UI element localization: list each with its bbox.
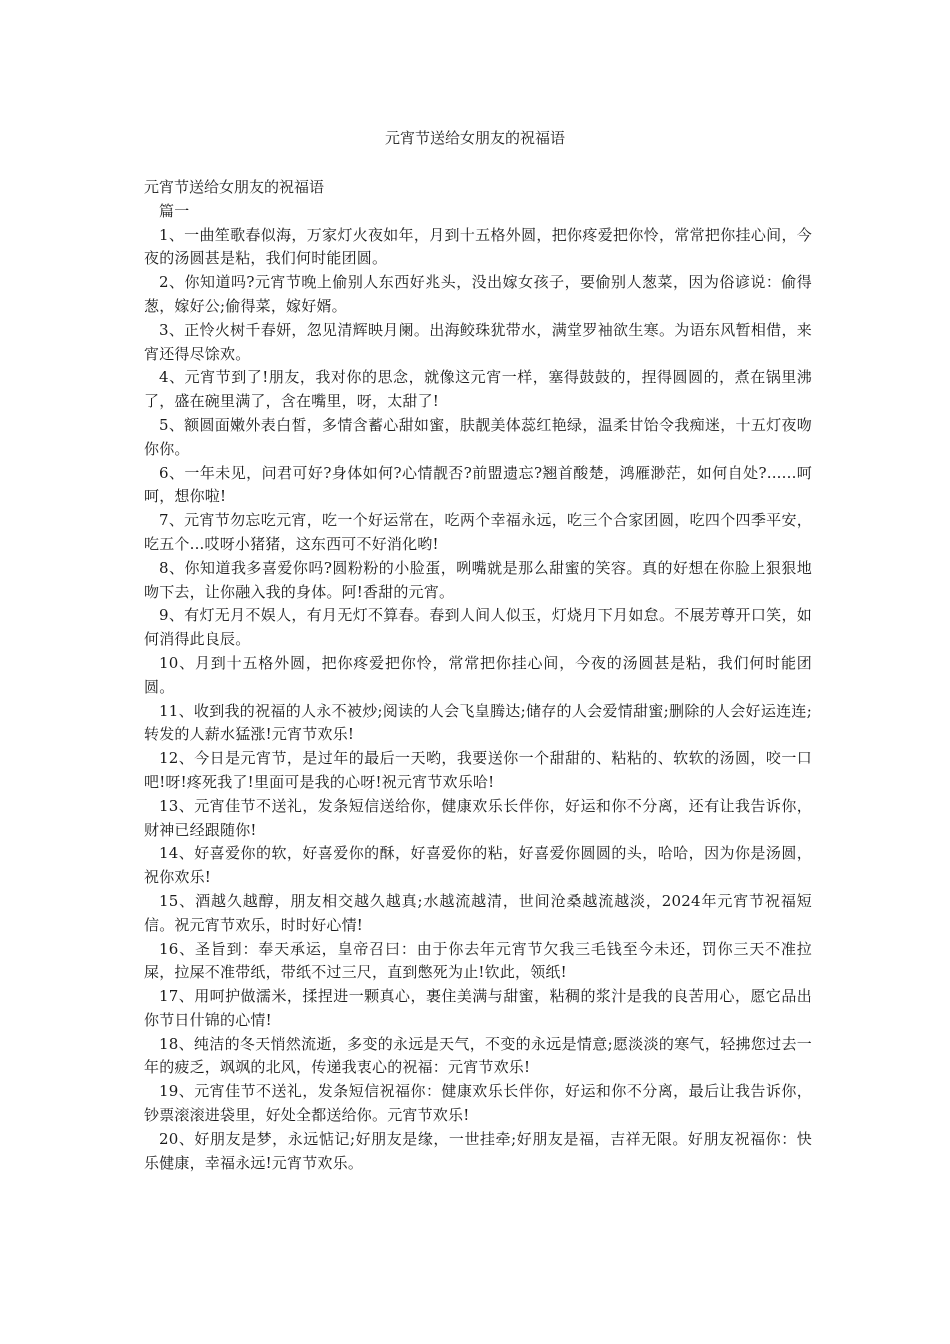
document-heading: 元宵节送给女朋友的祝福语 bbox=[144, 178, 325, 196]
greeting-item-5: 5、额圆面嫩外表白皙，多情含蓄心甜如蜜，肤靓美体蕊红艳绿，温柔甘饴令我痴迷，十五灯夜吻你你。 bbox=[144, 415, 812, 458]
greeting-item-14: 14、好喜爱你的软，好喜爱你的酥，好喜爱你的粘，好喜爱你圆圆的头，哈哈，因为你是汤圆，祝你欢乐! bbox=[144, 844, 812, 887]
greeting-item-1: 1、一曲笙歌春似海，万家灯火夜如年，月到十五格外圆，把你疼爱把你怜，常常把你挂心间，今夜的汤圆甚是粘，我们何时能团圆。 bbox=[144, 225, 812, 268]
greeting-item-15: 15、酒越久越醇，朋友相交越久越真;水越流越清，世间沧桑越流越淡，2024年元宵节祝福短信。祝元宵节欢乐，时时好心情! bbox=[144, 891, 812, 934]
greeting-item-2: 2、你知道吗?元宵节晚上偷别人东西好兆头，没出嫁女孩子，要偷别人葱菜，因为俗谚说：偷得葱，嫁好公;偷得菜，嫁好婿。 bbox=[144, 273, 812, 315]
greeting-item-6: 6、一年未见，问君可好?身体如何?心情靓否?前盟遗忘?翘首酸楚，鸿雁渺茫，如何自处?......呵呵，想你啦! bbox=[144, 463, 812, 506]
greeting-item-20: 20、好朋友是梦，永远惦记;好朋友是缘，一世挂牵;好朋友是福，吉祥无限。好朋友祝福你：快乐健康，幸福永远!元宵节欢乐。 bbox=[144, 1129, 812, 1172]
greeting-item-8: 8、你知道我多喜爱你吗?圆粉粉的小脸蛋，咧嘴就是那么甜蜜的笑容。真的好想在你脸上狠狠地吻下去，让你融入我的身体。阿!香甜的元宵。 bbox=[144, 558, 812, 601]
greeting-item-16: 16、圣旨到：奉天承运，皇帝召曰：由于你去年元宵节欠我三毛钱至今未还，罚你三天不准拉屎，拉屎不准带纸，带纸不过三尺，直到憋死为止!钦此，领纸! bbox=[144, 939, 812, 982]
greeting-item-4: 4、元宵节到了!朋友，我对你的思念，就像这元宵一样，塞得鼓鼓的，捏得圆圆的，煮在锅里沸了，盛在碗里满了，含在嘴里，呀，太甜了! bbox=[144, 368, 812, 411]
greeting-item-3: 3、正怜火树千春妍，忽见清辉映月阑。出海鲛珠犹带水，满堂罗袖欲生寒。为语东风暂相借，来宵还得尽馀欢。 bbox=[144, 320, 812, 363]
greeting-item-7: 7、元宵节勿忘吃元宵，吃一个好运常在，吃两个幸福永远，吃三个合家团圆，吃四个四季平安，吃五个...哎呀小猪猪，这东西可不好消化哟! bbox=[144, 511, 812, 553]
greeting-item-12: 12、今日是元宵节，是过年的最后一天哟，我要送你一个甜甜的、粘粘的、软软的汤圆，咬一口吧!呀!疼死我了!里面可是我的心呀!祝元宵节欢乐哈! bbox=[144, 749, 812, 791]
greeting-item-13: 13、元宵佳节不送礼，发条短信送给你，健康欢乐长伴你，好运和你不分离，还有让我告诉你，财神已经跟随你! bbox=[144, 796, 812, 839]
greeting-item-10: 10、月到十五格外圆，把你疼爱把你怜，常常把你挂心间，今夜的汤圆甚是粘，我们何时能团圆。 bbox=[144, 653, 812, 696]
section-label: 篇一 bbox=[159, 201, 190, 220]
greeting-item-17: 17、用呵护做濡米，揉捏进一颗真心，裹住美满与甜蜜，粘稠的浆汁是我的良苦用心，愿它品出你节日什锦的心情! bbox=[144, 987, 812, 1029]
document-body bbox=[144, 176, 812, 1175]
greeting-item-18: 18、纯洁的冬天悄然流逝，多变的永远是天气，不变的永远是情意;愿淡淡的寒气，轻拂您过去一年的疲乏，飒飒的北风，传递我衷心的祝福：元宵节欢乐! bbox=[144, 1034, 812, 1077]
greeting-item-19: 19、元宵佳节不送礼，发条短信祝福你：健康欢乐长伴你，好运和你不分离，最后让我告诉你，钞票滚滚进袋里，好处全都送给你。元宵节欢乐! bbox=[144, 1082, 812, 1125]
greeting-item-11: 11、收到我的祝福的人永不被炒;阅读的人会飞皇腾达;储存的人会爱情甜蜜;删除的人会好运连连;转发的人薪水猛涨!元宵节欢乐! bbox=[144, 701, 812, 744]
greeting-item-9: 9、有灯无月不娱人，有月无灯不算春。春到人间人似玉，灯烧月下月如怠。不展芳尊开口笑，如何消得此良辰。 bbox=[144, 606, 812, 649]
document-title: 元宵节送给女朋友的祝福语 bbox=[384, 129, 565, 147]
